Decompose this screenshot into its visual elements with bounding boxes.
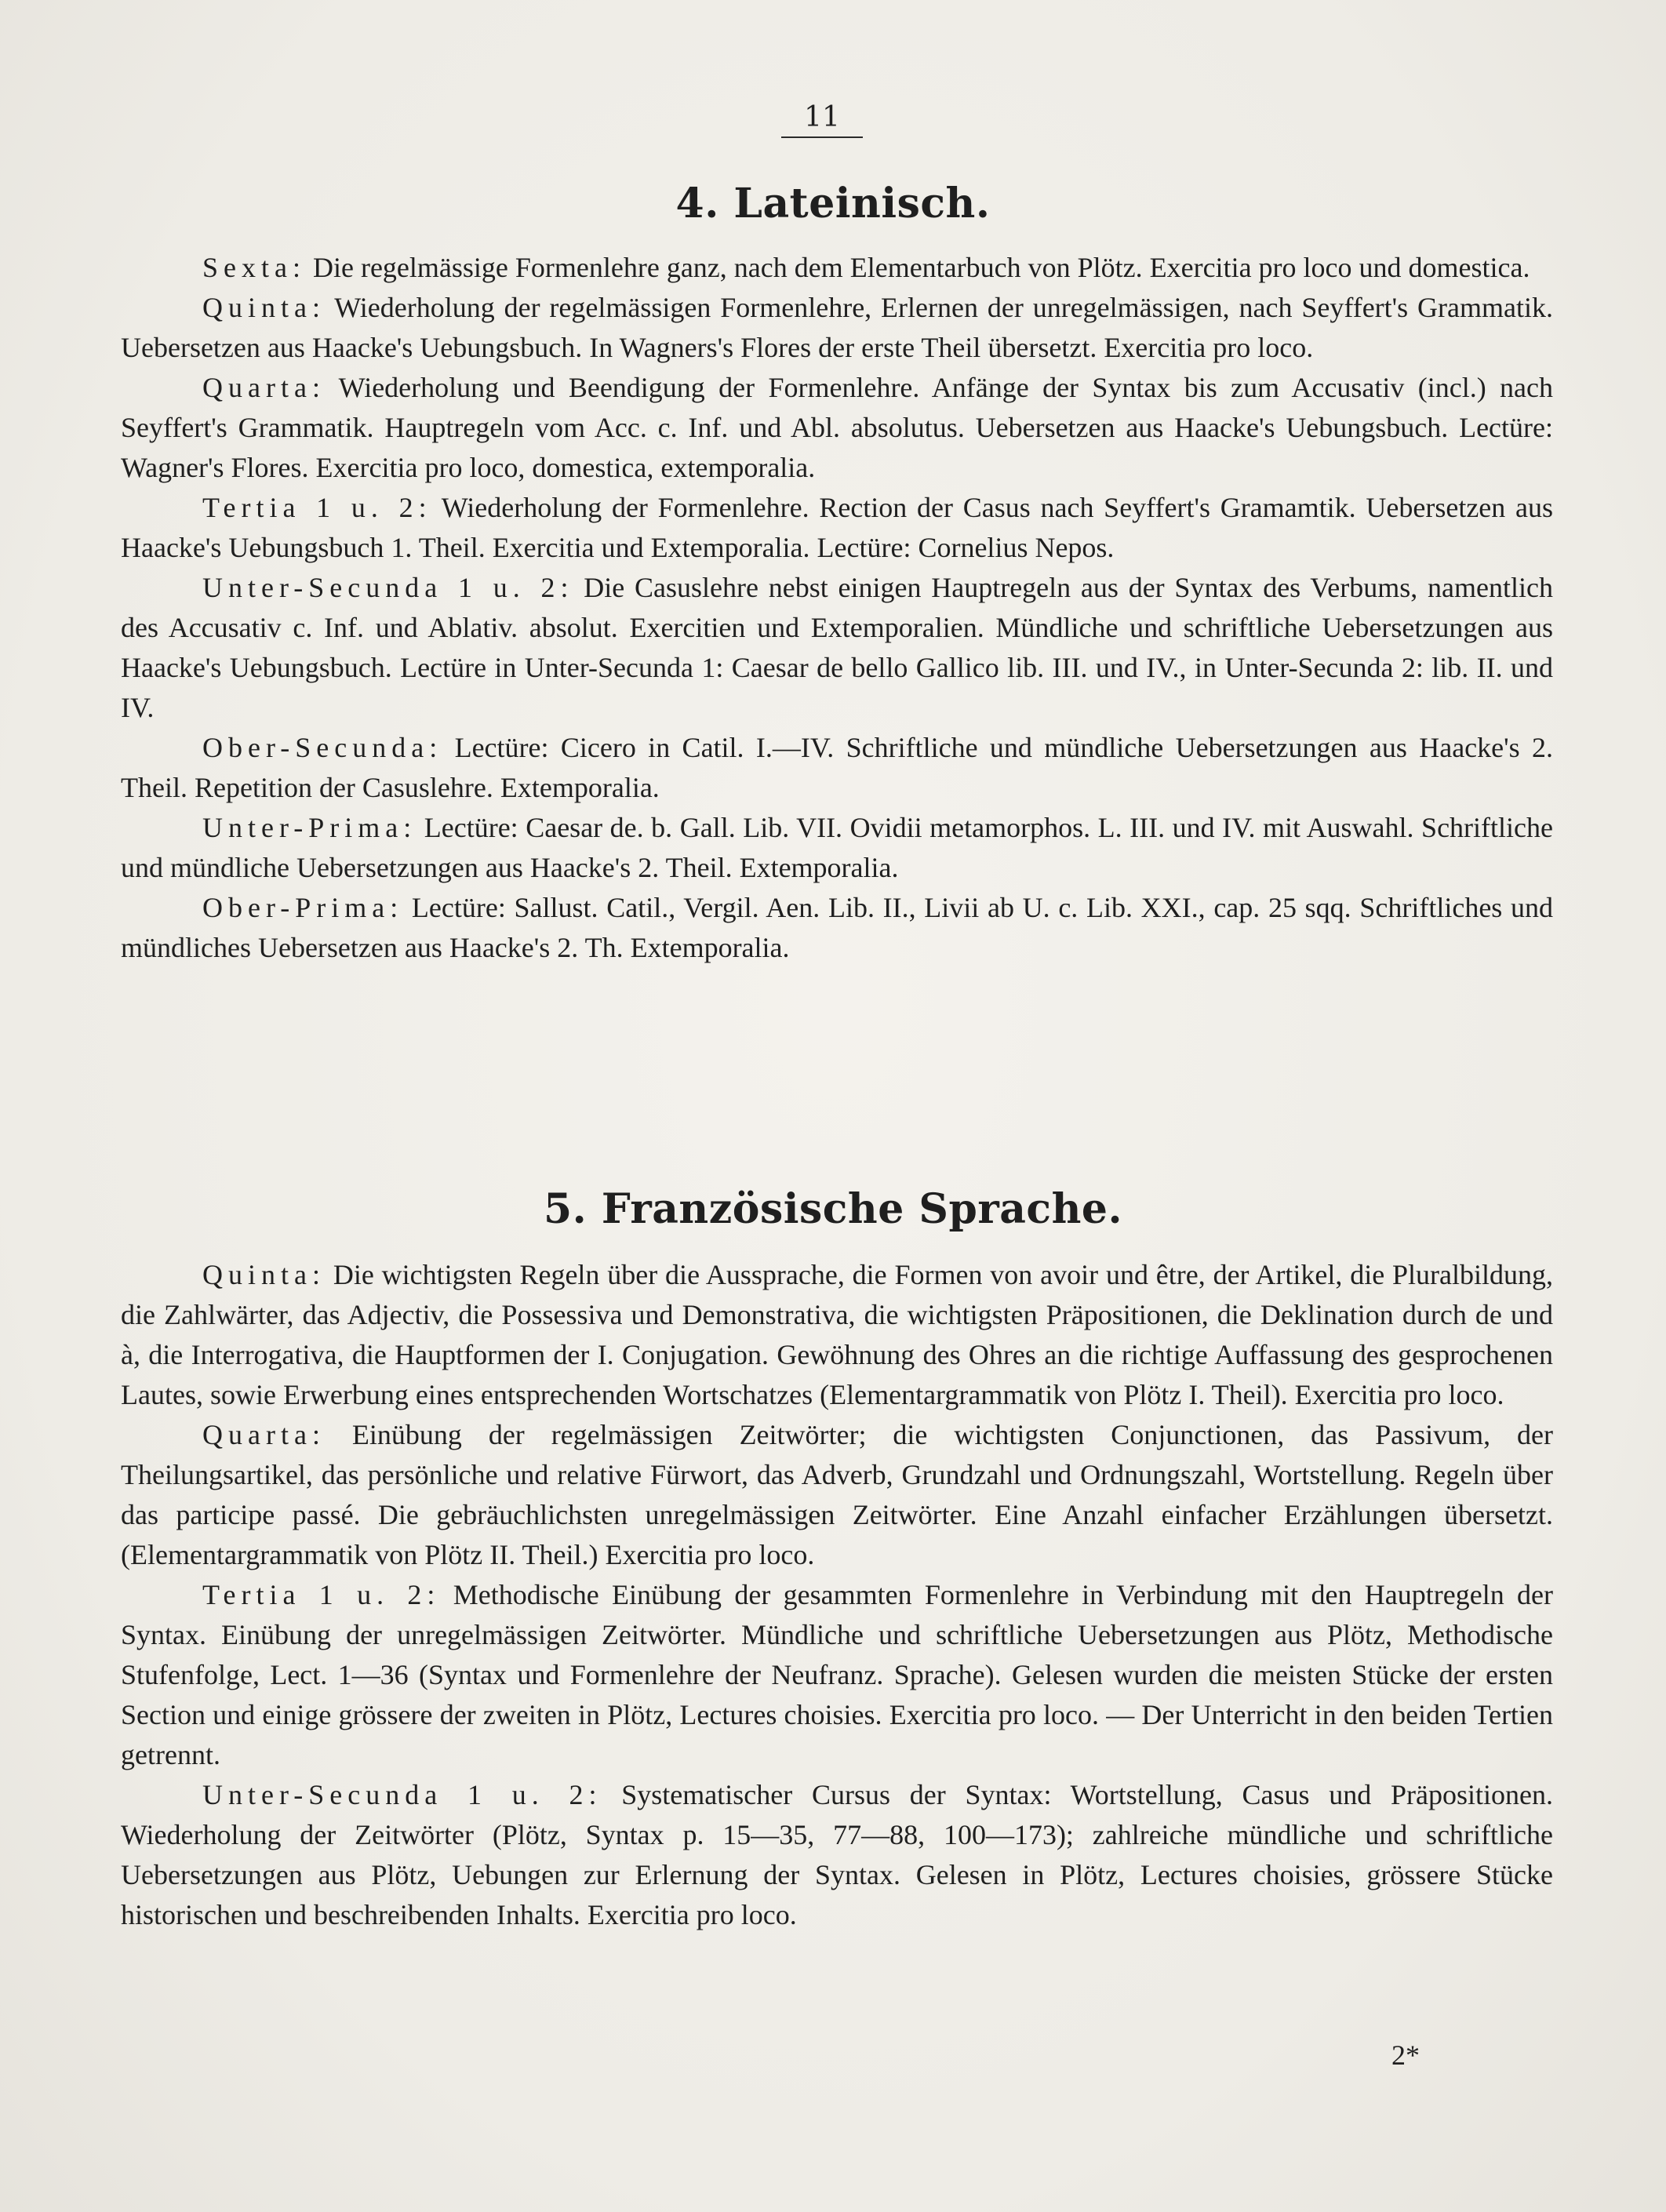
paragraph-text: Lectüre: Cicero in Catil. I.—IV. Schriftliche und mündliche Uebersetzungen aus Haacke's 2. Theil. Repetition der Casuslehre. Extemporalia. (121, 732, 1554, 803)
class-label: Quinta: (202, 292, 326, 323)
paragraph-text: Die wichtigsten Regeln über die Aussprache, die Formen von avoir und être, der Artikel, die Pluralbildung, die Zahlwärter, das Adjectiv, die Possessiva und Demonstrativa, die wichtigsten Präpositionen, die Deklination durch de und à, die Interrogativa, die Hauptformen der I. Conjugation. Gewöhnung des Ohres an die richtige Auffassung des gesprochenen Lautes, sowie Erwerbung eines entsprechenden Wortschatzes (Elementargrammatik von Plötz I. Theil). Exercitia pro loco. (121, 1259, 1554, 1410)
paragraph (121, 888, 1553, 968)
paragraph (121, 488, 1553, 568)
paragraph-text: Die regelmässige Formenlehre ganz, nach dem Elementarbuch von Plötz. Exercitia pro loco und domestica. (312, 252, 1530, 283)
section-french (121, 1255, 1553, 1935)
class-label: Unter-Secunda 1 u. 2: (202, 572, 574, 603)
paragraph (121, 288, 1553, 368)
paragraph-text: Lectüre: Sallust. Catil., Vergil. Aen. Lib. II., Livii ab U. c. Lib. XXI., cap. 25 sqq. Schriftliches und mündliches Uebersetzen aus Haacke's 2. Th. Extemporalia. (121, 892, 1553, 963)
class-label: Ober-Prima: (202, 892, 404, 923)
class-label: Unter-Secunda 1 u. 2: (202, 1779, 602, 1810)
class-label: Unter-Prima: (202, 812, 417, 843)
signature-mark: 2* (1391, 2039, 1420, 2071)
paragraph (121, 728, 1553, 808)
paragraph (121, 1575, 1553, 1775)
paragraph-text: Einübung der regelmässigen Zeitwörter; die wichtigsten Conjunctionen, das Passivum, der Theilungsartikel, das persönliche und relative Fürwort, das Adverb, Grundzahl und Ordnungszahl, Wortstellung. Regeln über das participe passé. Die gebräuchlichsten unregelmässigen Zeitwörter. Eine Anzahl einfacher Erzählungen übersetzt. (Elementargrammatik von Plötz II. Theil.) Exercitia pro loco. (121, 1419, 1553, 1570)
paragraph-text: Wiederholung der regelmässigen Formenlehre, Erlernen der unregelmässigen, nach Seyffert's Grammatik. Uebersetzen aus Haacke's Uebungsbuch. In Wagners's Flores der erste Theil übersetzt. Exercitia pro loco. (121, 292, 1553, 363)
paragraph-text: Lectüre: Caesar de. b. Gall. Lib. VII. Ovidii metamorphos. L. III. und IV. mit Auswahl. Schriftliche und mündliche Uebersetzungen aus Haacke's 2. Theil. Extemporalia. (121, 812, 1553, 883)
paragraph-text: Systematischer Cursus der Syntax: Wortstellung, Casus und Präpositionen. Wiederholung der Zeitwörter (Plötz, Syntax p. 15—35, 77—88, 100—173); zahlreiche mündliche und schriftliche Uebersetzungen aus Plötz, Uebungen zur Erlernung der Syntax. Gelesen in Plötz, Lectures choisies, grössere Stücke historischen und beschreibenden Inhalts. Exercitia pro loco. (121, 1779, 1553, 1930)
paragraph-text: Methodische Einübung der gesammten Formenlehre in Verbindung mit den Hauptregeln der Syntax. Einübung der unregelmässigen Zeitwörter. Mündliche und schriftliche Uebersetzungen aus Plötz, Methodische Stufenfolge, Lect. 1—36 (Syntax und Formenlehre der Neufranz. Sprache). Gelesen wurden die meisten Stücke der ersten Section und einige grössere der zweiten in Plötz, Lectures choisies. Exercitia pro loco. — Der Unterricht in den beiden Tertien getrennt. (121, 1579, 1553, 1770)
section-latin (121, 248, 1553, 968)
paragraph (121, 1775, 1553, 1935)
paragraph-text: Wiederholung und Beendigung der Formenlehre. Anfänge der Syntax bis zum Accusativ (incl.) nach Seyffert's Grammatik. Hauptregeln vom Acc. c. Inf. und Abl. absolutus. Uebersetzen aus Haacke's Uebungsbuch. Lectüre: Wagner's Flores. Exercitia pro loco, domestica, extemporalia. (121, 372, 1553, 483)
class-label: Quarta: (202, 372, 326, 403)
class-label: Quarta: (202, 1419, 326, 1450)
section-heading-french: 5. Französische Sprache. (543, 1185, 1123, 1233)
paragraph (121, 368, 1553, 488)
paragraph-text: Wiederholung der Formenlehre. Rection der Casus nach Seyffert's Gramamtik. Uebersetzen aus Haacke's Uebungsbuch 1. Theil. Exercitia und Extemporalia. Lectüre: Cornelius Nepos. (121, 492, 1553, 563)
class-label: Tertia 1 u. 2: (202, 1579, 441, 1610)
paragraph (121, 1415, 1553, 1575)
paragraph (121, 1255, 1553, 1415)
section-heading-latin: 4. Lateinisch. (675, 180, 991, 227)
paragraph (121, 568, 1553, 728)
class-label: Ober-Secunda: (202, 732, 443, 763)
paragraph-text: Die Casuslehre nebst einigen Hauptregeln aus der Syntax des Verbums, namentlich des Accusativ c. Inf. und Ablativ. absolut. Exercitien und Extemporalien. Mündliche und schriftliche Uebersetzungen aus Haacke's Uebungsbuch. Lectüre in Unter-Secunda 1: Caesar de bello Gallico lib. III. und IV., in Unter-Secunda 2: lib. II. und IV. (121, 572, 1553, 723)
class-label: Sexta: (202, 252, 306, 283)
paragraph (121, 808, 1553, 888)
class-label: Quinta: (202, 1259, 326, 1290)
page-number: 11 (781, 100, 863, 138)
paragraph (121, 248, 1553, 288)
class-label: Tertia 1 u. 2: (202, 492, 432, 523)
